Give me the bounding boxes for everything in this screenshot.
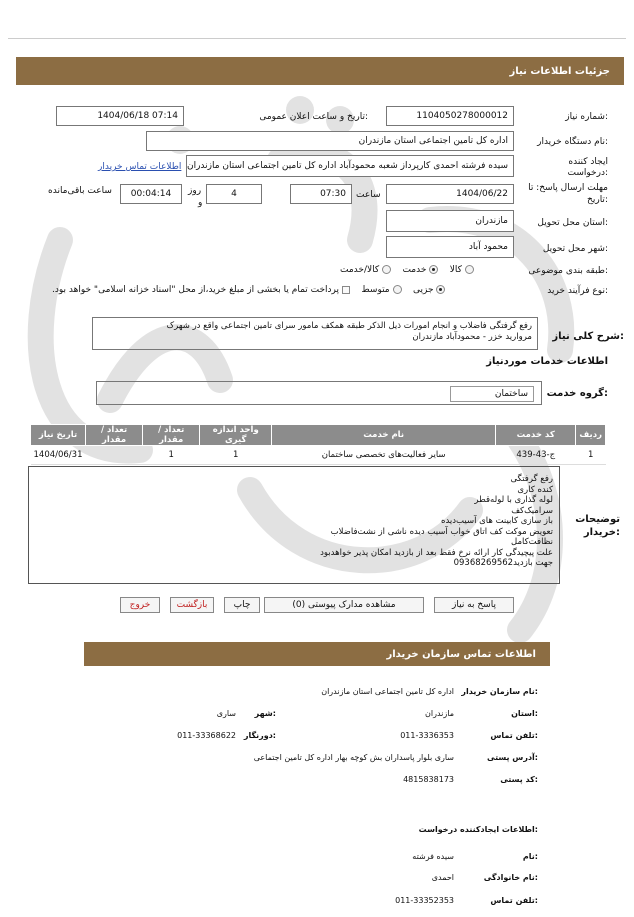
attachments-button[interactable]: مشاهده مدارک پیوستی (0) xyxy=(264,597,424,613)
buyer-org-value: اداره کل تامین اجتماعی استان مازندران xyxy=(358,136,508,146)
radio-goods-service[interactable] xyxy=(382,265,391,274)
row-index: 1 xyxy=(576,446,606,465)
col-amount: تعداد / مقدار xyxy=(86,425,143,446)
announce-field xyxy=(56,106,184,126)
creator-value: سیده فرشته احمدی کارپرداز شعبه محمودآباد اداره کل تامین اجتماعی استان مازندران xyxy=(186,161,508,171)
contact-province-label: استان: xyxy=(511,709,538,718)
delivery-province-field xyxy=(386,210,514,232)
days-field xyxy=(206,184,262,204)
desc-line: علت پیچیدگی کار ارائه نرخ فقط بعد از بازدید امکان پذیر خواهدبود xyxy=(320,547,553,558)
col-name: نام خدمت xyxy=(272,425,496,446)
reply-button[interactable]: پاسخ به نیاز xyxy=(434,597,514,613)
remaining-field xyxy=(120,184,182,204)
row-code: ج-43-439 xyxy=(496,446,576,465)
need-number-label: شماره نیاز: xyxy=(565,112,608,122)
desc-line: نظافت‌کامل xyxy=(511,537,553,547)
deadline-label-2: تاریخ: xyxy=(587,195,608,205)
radio-goods-service-label: کالا/خدمت xyxy=(340,265,380,275)
summary-line-2: مروارید خزر - محمودآباد مازندران xyxy=(412,332,532,342)
desc-line: سرامیک‌کف xyxy=(511,505,553,516)
radio-goods[interactable] xyxy=(465,265,474,274)
need-number-field xyxy=(386,106,514,126)
creator-label-2: درخواست: xyxy=(567,168,608,178)
desc-line: تعویض موکت کف اتاق خواب آسیب دیده ناشی از نشت‌فاضلاب xyxy=(330,526,553,537)
deadline-time-field xyxy=(290,184,352,204)
creator-name: سیده فرشته xyxy=(412,852,454,861)
col-code: کد خدمت xyxy=(496,425,576,446)
radio-service[interactable] xyxy=(429,265,438,274)
row-name: سایر فعالیت‌های تخصصی ساختمان xyxy=(272,446,496,465)
creator-name-label: نام: xyxy=(522,852,538,861)
and-label: و xyxy=(198,198,203,208)
page-header xyxy=(16,57,624,85)
creator-phone-label: تلفن تماس: xyxy=(490,896,538,905)
service-group-field xyxy=(450,386,534,402)
category-options xyxy=(340,265,474,275)
days-value: 4 xyxy=(231,189,237,199)
delivery-city-value: محمود آباد xyxy=(468,242,508,252)
contact-org-label: نام سازمان خریدار: xyxy=(461,687,538,696)
announce-label: تاریخ و ساعت اعلان عمومی: xyxy=(259,112,368,122)
creator-phone: 011-33352353 xyxy=(395,896,454,905)
announce-value: 1404/06/18 07:14 xyxy=(97,111,178,121)
contact-fax: 011-33368622 xyxy=(177,731,236,740)
desc-line: باز سازی کابینت های آسیب‌دیده xyxy=(440,516,553,526)
page-title: جزئیات اطلاعات نیاز xyxy=(509,65,610,77)
contact-province: مازندران xyxy=(425,709,454,718)
col-date: تاریخ نیاز xyxy=(31,425,86,446)
treasury-checkbox[interactable] xyxy=(342,286,350,294)
creator-family: احمدی xyxy=(431,873,454,882)
contact-phone-label: تلفن تماس: xyxy=(490,731,538,740)
buyer-org-field xyxy=(146,131,514,151)
radio-goods-label: کالا xyxy=(449,265,462,275)
radio-partial[interactable] xyxy=(436,285,445,294)
service-group-value: ساختمان xyxy=(494,389,528,399)
col-count: تعداد / مقدار xyxy=(143,425,200,446)
contact-header xyxy=(84,642,550,666)
desc-line: لوله گذاری با لوله‌قطر xyxy=(474,495,553,505)
buyer-org-label: نام دستگاه خریدار: xyxy=(537,137,608,147)
summary-label: شرح کلی نیاز: xyxy=(552,331,624,342)
contact-address: ساری بلوار پاسداران بش کوچه بهار اداره کل تامین اجتماعی xyxy=(253,753,454,762)
payment-note: پرداخت تمام یا بخشی از مبلغ خرید،از محل "اسناد خزانه اسلامی" خواهد بود. xyxy=(52,285,340,295)
contact-postal-label: کد پستی: xyxy=(500,775,538,784)
summary-line-1: رفع گرفتگی فاضلاب و انجام امورات ذیل الذکر طبقه همکف مامور سرای تامین اجتماعی واقع در شهرک xyxy=(166,321,532,331)
summary-box xyxy=(92,317,538,350)
remaining-label: ساعت باقی‌مانده xyxy=(48,186,112,196)
process-options xyxy=(52,285,445,295)
print-button[interactable]: چاپ xyxy=(224,597,260,613)
top-divider xyxy=(8,38,626,39)
deadline-date-value: 1404/06/22 xyxy=(456,189,508,199)
days-label: روز xyxy=(188,186,202,196)
back-button[interactable]: بازگشت xyxy=(170,597,214,613)
contact-postal: 4815838173 xyxy=(403,775,454,784)
radio-medium[interactable] xyxy=(393,285,402,294)
category-label: طبقه بندی موضوعی: xyxy=(528,266,608,276)
services-table-header xyxy=(31,425,606,446)
creator-family-label: نام خانوادگی: xyxy=(483,873,538,882)
row-date: 1404/06/31 xyxy=(31,446,86,465)
desc-line: رفع گرفتگی xyxy=(510,474,553,484)
col-index: ردیف xyxy=(576,425,606,446)
delivery-province-label: استان محل تحویل: xyxy=(537,218,608,228)
table-row xyxy=(31,446,606,465)
buyer-contact-link[interactable]: اطلاعات تماس خریدار xyxy=(98,162,182,172)
desc-line: جهت بازدید09368269562 xyxy=(453,558,553,568)
contact-address-label: آدرس پستی: xyxy=(487,753,538,762)
deadline-time-value: 07:30 xyxy=(320,189,346,199)
contact-city: ساری xyxy=(216,709,236,718)
contact-title: اطلاعات تماس سازمان خریدار xyxy=(386,648,536,660)
col-unit: واحد اندازه گیری xyxy=(200,425,272,446)
process-label: نوع فرآیند خرید: xyxy=(547,286,608,296)
radio-partial-label: جزیی xyxy=(412,285,434,295)
deadline-date-field xyxy=(386,184,514,204)
contact-city-label: شهر: xyxy=(254,709,276,718)
description-label-1: توضیحات xyxy=(575,514,620,525)
deadline-label-1: مهلت ارسال پاسخ: تا xyxy=(528,183,608,193)
description-label-2: خریدار: xyxy=(583,527,620,538)
need-number-value: 1104050278000012 xyxy=(416,111,508,121)
radio-medium-label: متوسط xyxy=(361,285,390,295)
contact-org: اداره کل تامین اجتماعی استان مازندران xyxy=(321,687,454,696)
radio-service-label: خدمت xyxy=(402,265,427,275)
delivery-city-label: شهر محل تحویل: xyxy=(542,244,608,254)
service-group-label: گروه خدمت: xyxy=(546,388,608,399)
contact-fax-label: دورنگار: xyxy=(243,731,276,740)
exit-button[interactable]: خروج xyxy=(120,597,160,613)
creator-field xyxy=(186,155,514,177)
row-count: 1 xyxy=(143,446,200,465)
delivery-province-value: مازندران xyxy=(475,216,508,226)
row-amount xyxy=(86,446,143,465)
deadline-time-label: ساعت xyxy=(356,190,381,200)
remaining-value: 00:04:14 xyxy=(130,189,172,199)
services-table xyxy=(30,424,606,465)
contact-phone: 011-3336353 xyxy=(400,731,454,740)
desc-line: کنده کاری xyxy=(517,484,553,495)
services-section-title: اطلاعات خدمات موردنیاز xyxy=(486,356,608,367)
creator-info-title: اطلاعات ایجادکننده درخواست: xyxy=(418,825,538,834)
creator-label-1: ایجاد کننده xyxy=(568,157,608,167)
row-unit: 1 xyxy=(200,446,272,465)
description-box xyxy=(28,466,560,584)
delivery-city-field xyxy=(386,236,514,258)
